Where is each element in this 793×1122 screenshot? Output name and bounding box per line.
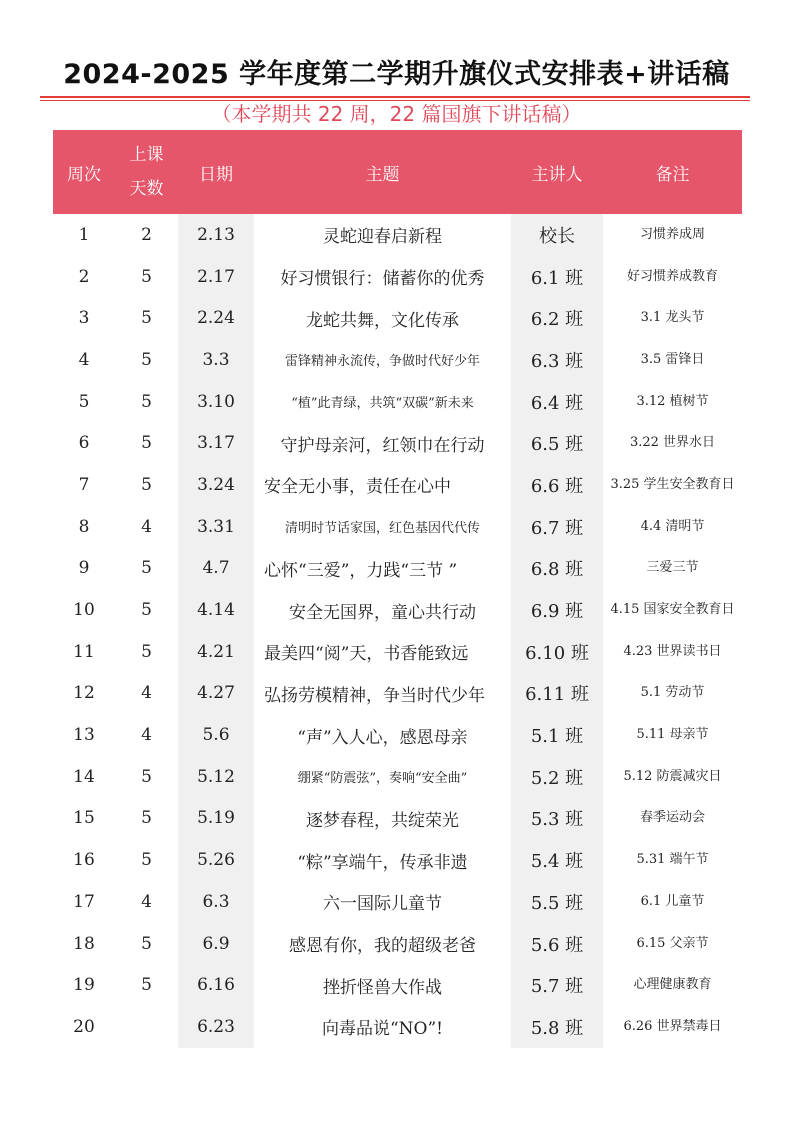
cell-speaker: 5.1 班 [511,714,603,756]
cell-speaker: 5.8 班 [511,1006,603,1048]
cell-days: 5 [141,308,152,329]
cell-note: 心理健康教育 [633,977,712,993]
table-row [53,464,742,506]
cell-days [115,1006,178,1048]
cell-topic: 安全无国界，童心共行动 [289,602,476,623]
header-days [115,130,178,214]
cell-speaker: 5.2 班 [511,756,603,798]
table-row [53,756,742,798]
cell-days: 5 [141,266,152,287]
cell-week: 9 [78,558,90,579]
cell-days: 5 [141,600,152,621]
header-week: 周次 [53,130,115,214]
cell-week: 10 [73,600,95,621]
cell-week: 2 [78,266,90,287]
header-date: 日期 [178,130,254,214]
cell-week: 12 [73,683,95,704]
cell-note: 4.15 国家安全教育日 [610,602,735,618]
cell-speaker: 6.2 班 [511,297,603,339]
cell-date: 4.21 [178,631,254,673]
cell-date: 5.12 [178,756,254,798]
cell-note: 6.26 世界禁毒日 [623,1018,722,1034]
cell-date: 6.23 [178,1006,254,1048]
header-days-line1: 上课 [129,145,164,165]
cell-week: 20 [73,1016,95,1037]
cell-topic: 逐梦春程，共绽荣光 [306,810,459,831]
cell-week: 5 [78,391,90,412]
cell-topic: 挫折怪兽大作战 [323,977,442,998]
cell-speaker: 6.5 班 [511,422,603,464]
cell-date: 3.24 [178,464,254,506]
cell-note: 三爱三节 [646,560,699,576]
cell-note: 3.25 学生安全教育日 [610,476,735,492]
cell-topic: “粽”享端午，传承非遗 [297,852,468,873]
cell-days: 5 [141,641,152,662]
cell-week: 7 [78,474,90,495]
cell-date: 3.3 [178,339,254,381]
cell-days: 5 [141,766,152,787]
header-note: 备注 [603,130,742,214]
cell-topic: 六一国际儿童节 [323,894,442,915]
cell-speaker: 5.3 班 [511,798,603,840]
cell-note: 5.12 防震减灾日 [623,768,722,784]
cell-topic: 绷紧“防震弦”，奏响“安全曲” [297,771,468,787]
header-days-line2: 天数 [129,179,164,199]
cell-speaker: 6.1 班 [511,256,603,298]
cell-topic: 灵蛇迎春启新程 [323,227,442,248]
table-row [53,881,742,923]
cell-week: 1 [78,224,90,245]
cell-days: 5 [141,349,152,370]
cell-topic: 清明时节话家国，红色基因代代传 [284,521,480,537]
cell-note: 5.1 劳动节 [640,685,705,701]
cell-date: 4.14 [178,589,254,631]
cell-topic: 守护母亲河，红领巾在行动 [280,435,485,456]
cell-days: 5 [141,391,152,412]
cell-date: 3.17 [178,422,254,464]
cell-note: 5.31 端午节 [636,852,709,868]
cell-topic: 弘扬劳模精神，争当时代少年 [264,685,485,706]
cell-speaker: 6.6 班 [511,464,603,506]
cell-date: 6.3 [178,881,254,923]
cell-topic: 好习惯银行：储蓄你的优秀 [280,269,485,290]
table-row [53,798,742,840]
cell-date: 6.9 [178,923,254,965]
cell-date: 3.31 [178,506,254,548]
table-row [53,339,742,381]
cell-date: 2.13 [178,214,254,256]
schedule-table [53,130,742,1048]
cell-days: 5 [141,433,152,454]
cell-note: 3.12 植树节 [636,393,709,409]
table-row [53,839,742,881]
cell-days: 4 [141,891,152,912]
cell-topic: 安全无小事，责任在心中 [264,477,451,498]
table-row [53,422,742,464]
page-subtitle: （本学期共 22 周，22 篇国旗下讲话稿） [211,102,582,126]
cell-date: 4.27 [178,673,254,715]
cell-week: 8 [78,516,90,537]
cell-days: 5 [141,474,152,495]
cell-days: 5 [141,808,152,829]
table-row [53,381,742,423]
cell-topic: 心怀“三爱”，力践“三节 ” [264,560,458,581]
cell-week: 6 [78,433,90,454]
table-row [53,256,742,298]
cell-days: 2 [141,224,152,245]
cell-note: 4.23 世界读书日 [623,643,722,659]
cell-topic: 最美四“阅”天，书香能致远 [264,644,469,665]
cell-note: 5.11 母亲节 [636,727,709,743]
cell-speaker: 6.9 班 [511,589,603,631]
cell-speaker: 校长 [511,214,603,256]
cell-date: 3.10 [178,381,254,423]
table-row [53,506,742,548]
cell-week: 19 [73,975,95,996]
cell-note: 3.5 雷锋日 [640,351,705,367]
cell-week: 18 [73,933,95,954]
table-row [53,548,742,590]
cell-speaker: 6.8 班 [511,548,603,590]
header-topic: 主题 [254,130,511,214]
header-speaker: 主讲人 [511,130,603,214]
cell-date: 2.17 [178,256,254,298]
cell-days: 4 [141,683,152,704]
table-row [53,964,742,1006]
cell-days: 5 [141,558,152,579]
cell-speaker: 6.10 班 [511,631,603,673]
cell-topic: 龙蛇共舞，文化传承 [306,310,459,331]
cell-date: 4.7 [178,548,254,590]
cell-week: 3 [78,308,90,329]
table-row [53,631,742,673]
cell-note: 4.4 清明节 [640,518,705,534]
table-row [53,923,742,965]
cell-days: 5 [141,975,152,996]
page-title: 2024-2025 学年度第二学期升旗仪式安排表+讲话稿 [63,59,730,90]
cell-speaker: 5.5 班 [511,881,603,923]
cell-speaker: 5.7 班 [511,964,603,1006]
cell-week: 4 [78,349,90,370]
table-row [53,589,742,631]
cell-speaker: 5.6 班 [511,923,603,965]
cell-days: 4 [141,516,152,537]
cell-topic: “植”此青绿，共筑“双碳”新未来 [291,396,474,412]
cell-speaker: 6.7 班 [511,506,603,548]
cell-note: 好习惯养成教育 [626,268,718,284]
cell-date: 2.24 [178,297,254,339]
table-row [53,214,742,256]
cell-topic: 向毒品说“NO”! [321,1019,444,1040]
cell-week: 17 [73,891,95,912]
table-row [53,1006,742,1048]
cell-speaker: 5.4 班 [511,839,603,881]
table-header-row [53,130,742,214]
cell-note: 习惯养成周 [639,226,705,242]
cell-topic: “声”入人心，感恩母亲 [297,727,468,748]
cell-days: 4 [141,725,152,746]
cell-date: 6.16 [178,964,254,1006]
cell-topic: 雷锋精神永流传，争做时代好少年 [284,354,480,370]
cell-note: 春季运动会 [639,810,705,826]
cell-week: 15 [73,808,95,829]
cell-date: 5.19 [178,798,254,840]
cell-week: 14 [73,766,95,787]
cell-week: 16 [73,850,95,871]
table-body [53,214,742,1048]
cell-note: 6.1 儿童节 [640,893,705,909]
cell-speaker: 6.11 班 [511,673,603,715]
cell-note: 3.1 龙头节 [640,310,705,326]
cell-speaker: 6.4 班 [511,381,603,423]
cell-week: 11 [73,641,95,662]
cell-week: 13 [73,725,95,746]
cell-days: 5 [141,850,152,871]
table-row [53,297,742,339]
cell-topic: 感恩有你，我的超级老爸 [289,936,476,957]
cell-days: 5 [141,933,152,954]
table-row [53,714,742,756]
cell-note: 3.22 世界水日 [629,435,716,451]
cell-speaker: 6.3 班 [511,339,603,381]
cell-note: 6.15 父亲节 [636,935,709,951]
cell-date: 5.6 [178,714,254,756]
table-row [53,673,742,715]
cell-date: 5.26 [178,839,254,881]
